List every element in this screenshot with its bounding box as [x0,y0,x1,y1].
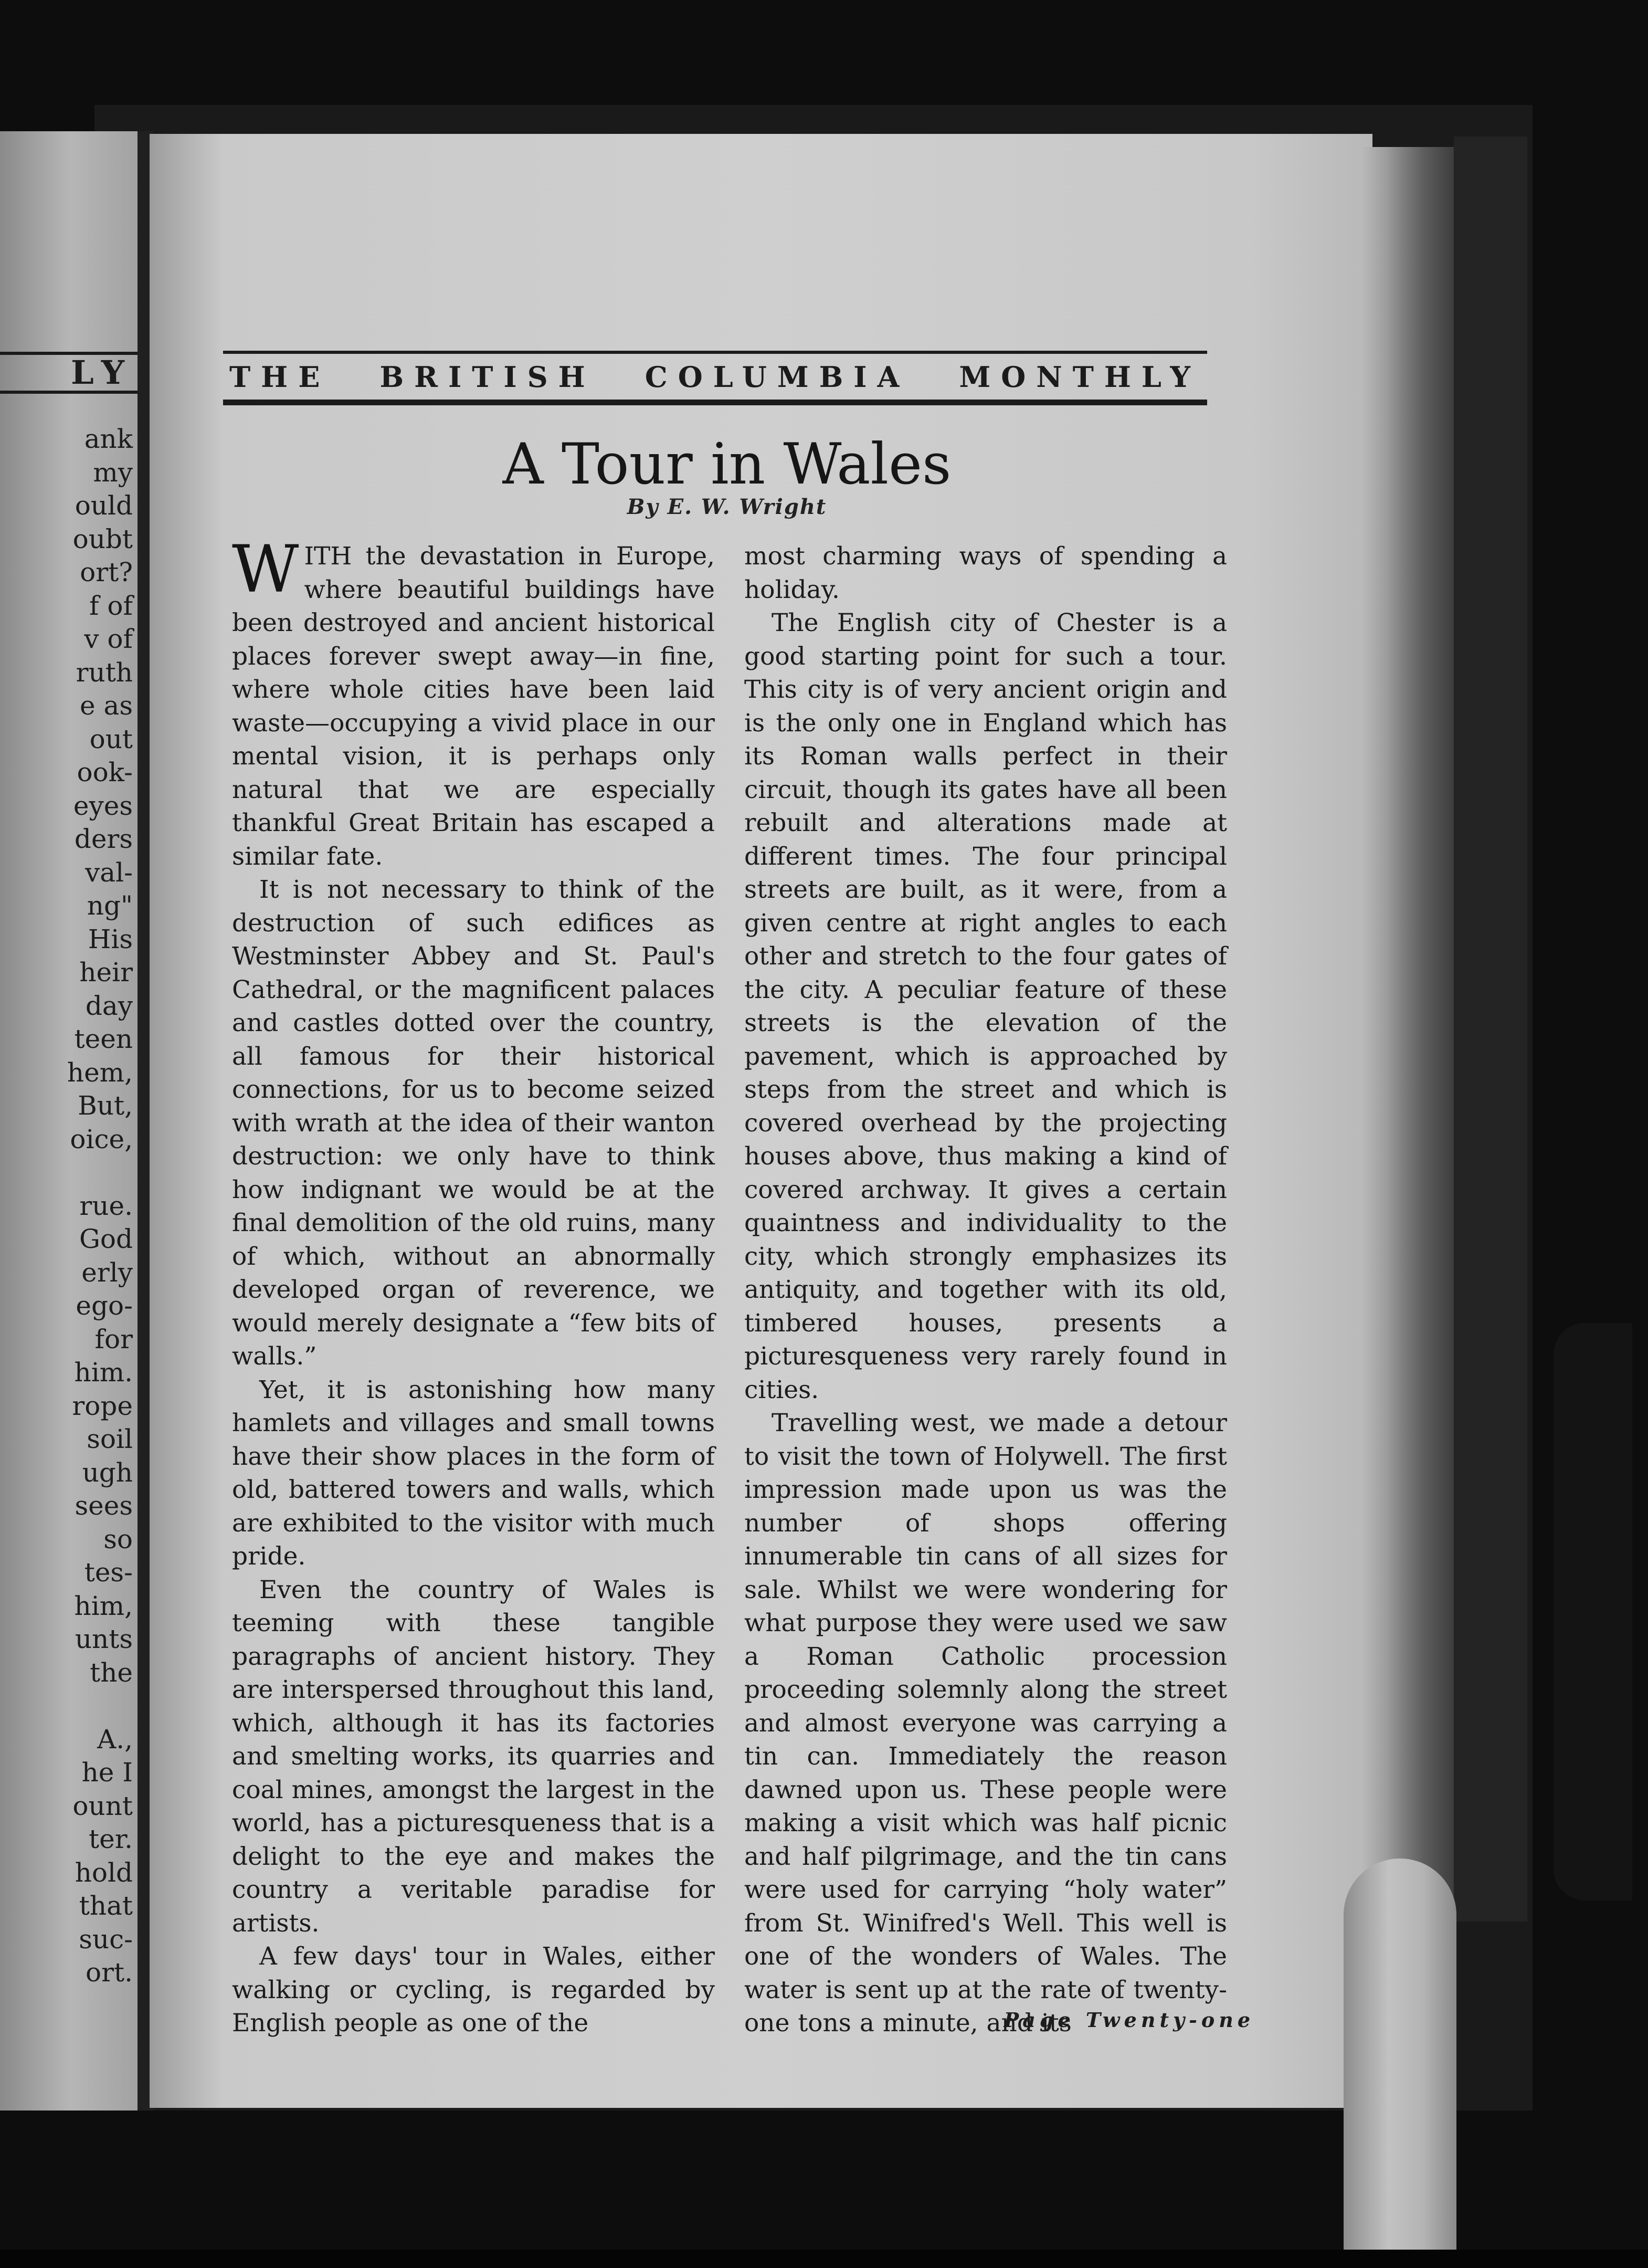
left-page-line-fragment: ng" [87,890,133,921]
left-page-line-fragment: eyes [73,790,133,821]
left-page-line-fragment: ort? [80,557,133,587]
left-page-line-fragment: that [79,1891,133,1921]
drop-cap: W [232,532,299,607]
left-page-header-fragment: LY [0,352,139,394]
article-title: A Tour in Wales [502,432,952,497]
left-page-line-fragment: for [94,1324,133,1354]
left-page-line-fragment: His [88,923,133,954]
left-page-line-fragment: v of [84,624,133,654]
left-page-line-fragment: so [103,1524,133,1555]
left-page-line-fragment: rope [72,1390,133,1421]
page-number: Page Twenty-one [1003,2008,1254,2032]
left-page-line-fragment: soil [87,1424,133,1454]
left-page-line-fragment [2,1156,133,1190]
left-page-line-fragment [2,1689,133,1723]
paragraph: It is not necessary to think of the destruction of such edifices as Westminster Abbey and St. Paul's Cathedral, or the magnificent palaces and castles dotted over the country, all famous for their historical connections, for us to become seized with wrath at the idea of their wanton destruction: we only have to think how indignant we would be at the final demolition of the old ruins, many of which, without an abnormally developed organ of reverence, we would merely designate a “few bits of walls.” [232,875,715,1371]
left-page-line-fragment: my [93,457,133,488]
masthead-word: COLUMBIA [645,360,910,394]
article-column-left [232,532,715,2040]
left-page-line-fragment: sees [75,1490,133,1521]
left-page-line-fragment: But, [78,1090,133,1121]
masthead [223,351,1207,404]
left-page-line-fragment: God [79,1224,133,1254]
article-column-right [744,540,1227,2040]
left-page-line-fragment: out [89,723,133,754]
article-byline: By E. W. Wright [627,495,827,519]
left-page-line-fragment: day [85,990,133,1021]
left-page-line-fragment: erly [81,1257,133,1288]
paragraph: Even the country of Wales is teeming with these tangible paragraphs of ancient history. They are interspersed throughout this land, which, although it has its factories and smelting works, its quarries and coal mines, amongst the largest in the world, has a picturesqueness that is a delight to the eye and makes the country a veritable paradise for artists. [232,1575,715,1938]
left-page-line-fragment: oice, [70,1124,133,1154]
left-page-line-fragment: tes- [84,1557,133,1588]
left-page-line-fragment: ank [84,424,133,454]
left-page-line-fragment: he I [81,1757,133,1788]
left-page-line-fragment: oubt [72,523,133,554]
left-page-line-fragment: rue. [79,1190,133,1221]
left-page-line-fragment: ount [72,1790,133,1821]
paragraph [232,532,715,873]
paragraph: Yet, it is astonishing how many hamlets and villages and small towns have their show places in the form of old, battered towers and walls, which are exhibited to the visitor with much pride. [232,1375,715,1571]
left-page-line-fragment: f of [89,590,133,621]
masthead-word: BRITISH [379,360,596,394]
left-page-line-fragment: the [90,1657,133,1688]
paragraph-text: ITH the devastation in Europe, where beautiful buildings have been destroyed and ancient historical places forever swept away—in fine, where whole cities have been laid waste—occupying a vivid place in our mental vision, it is perhaps only natural that we are especially thankful Great Britain has escaped a similar fate. [232,542,715,871]
left-page-line-fragment: hem, [67,1057,133,1088]
left-page-line-fragment: val- [85,857,133,888]
paragraph: A few days' tour in Wales, either walking or cycling, is regarded by English people as one of the [232,1942,715,2038]
left-page-line-fragment: ego- [76,1290,133,1321]
left-page-line-fragment: ter. [89,1824,133,1854]
paragraph: most charming ways of spending a holiday. [744,542,1227,604]
paragraph: The English city of Chester is a good starting point for such a tour. This city is of very ancient origin and is the only one in England which has its Roman walls perfect in their circuit, though its gates have all been rebuilt and alterations made at different times. The four principal streets are built, as it were, from a given centre at right angles to each other and stretch to the four gates of the city. A peculiar feature of these streets is the elevation of the pavement, which is approached by steps from the street and which is covered overhead by the projecting houses above, thus making a kind of covered archway. It gives a certain quaintness and individuality to the city, which strongly emphasizes its antiquity, and together with its old, timbered houses, presents a picturesqueness very rarely found in cities. [744,608,1227,1404]
left-page-line-fragment: ook- [77,757,133,788]
left-page-line-fragment: heir [79,957,133,988]
left-page-line-fragment: unts [75,1624,133,1654]
left-page-line-fragment: him. [74,1357,133,1388]
left-page-text-fragments [2,423,133,1990]
left-page-line-fragment: ruth [76,657,133,688]
left-page-line-fragment: e as [80,690,133,721]
bottom-edge [0,2250,1648,2268]
left-page-line-fragment: A., [97,1724,133,1755]
masthead-word: MONTHLY [959,360,1201,394]
left-page-line-fragment: ould [75,490,133,521]
left-page [0,131,139,2110]
left-page-line-fragment: ders [74,824,133,854]
book-cover-edge [1454,136,1527,1922]
book-clip [1554,1323,1632,1900]
wooden-stick [1344,1858,1456,2268]
masthead-rule [223,403,1207,405]
left-page-line-fragment: suc- [79,1924,133,1955]
left-page-line-fragment: hold [75,1857,133,1888]
left-page-line-fragment: him, [74,1590,133,1621]
left-page-line-fragment: teen [74,1024,133,1054]
page-edges [1362,147,1456,1916]
masthead-word: THE [229,360,331,394]
paragraph: Travelling west, we made a detour to visit the town of Holywell. The first impression made upon us was the number of shops offering innumerable tin cans of all sizes for sale. Whilst we were wondering for what purpose they were used we saw a Roman Catholic procession proceeding solemnly along the street and almost everyone was carrying a tin can. Immediately the reason dawned upon us. These people were making a visit which was half picnic and half pilgrimage, and the tin cans were used for carrying “holy water” from St. Winifred's Well. This well is one of the wonders of Wales. The water is sent up at the rate of twenty-one tons a minute, and its [744,1409,1227,2038]
left-page-line-fragment: ort. [86,1957,133,1988]
left-page-line-fragment: ugh [82,1457,133,1488]
